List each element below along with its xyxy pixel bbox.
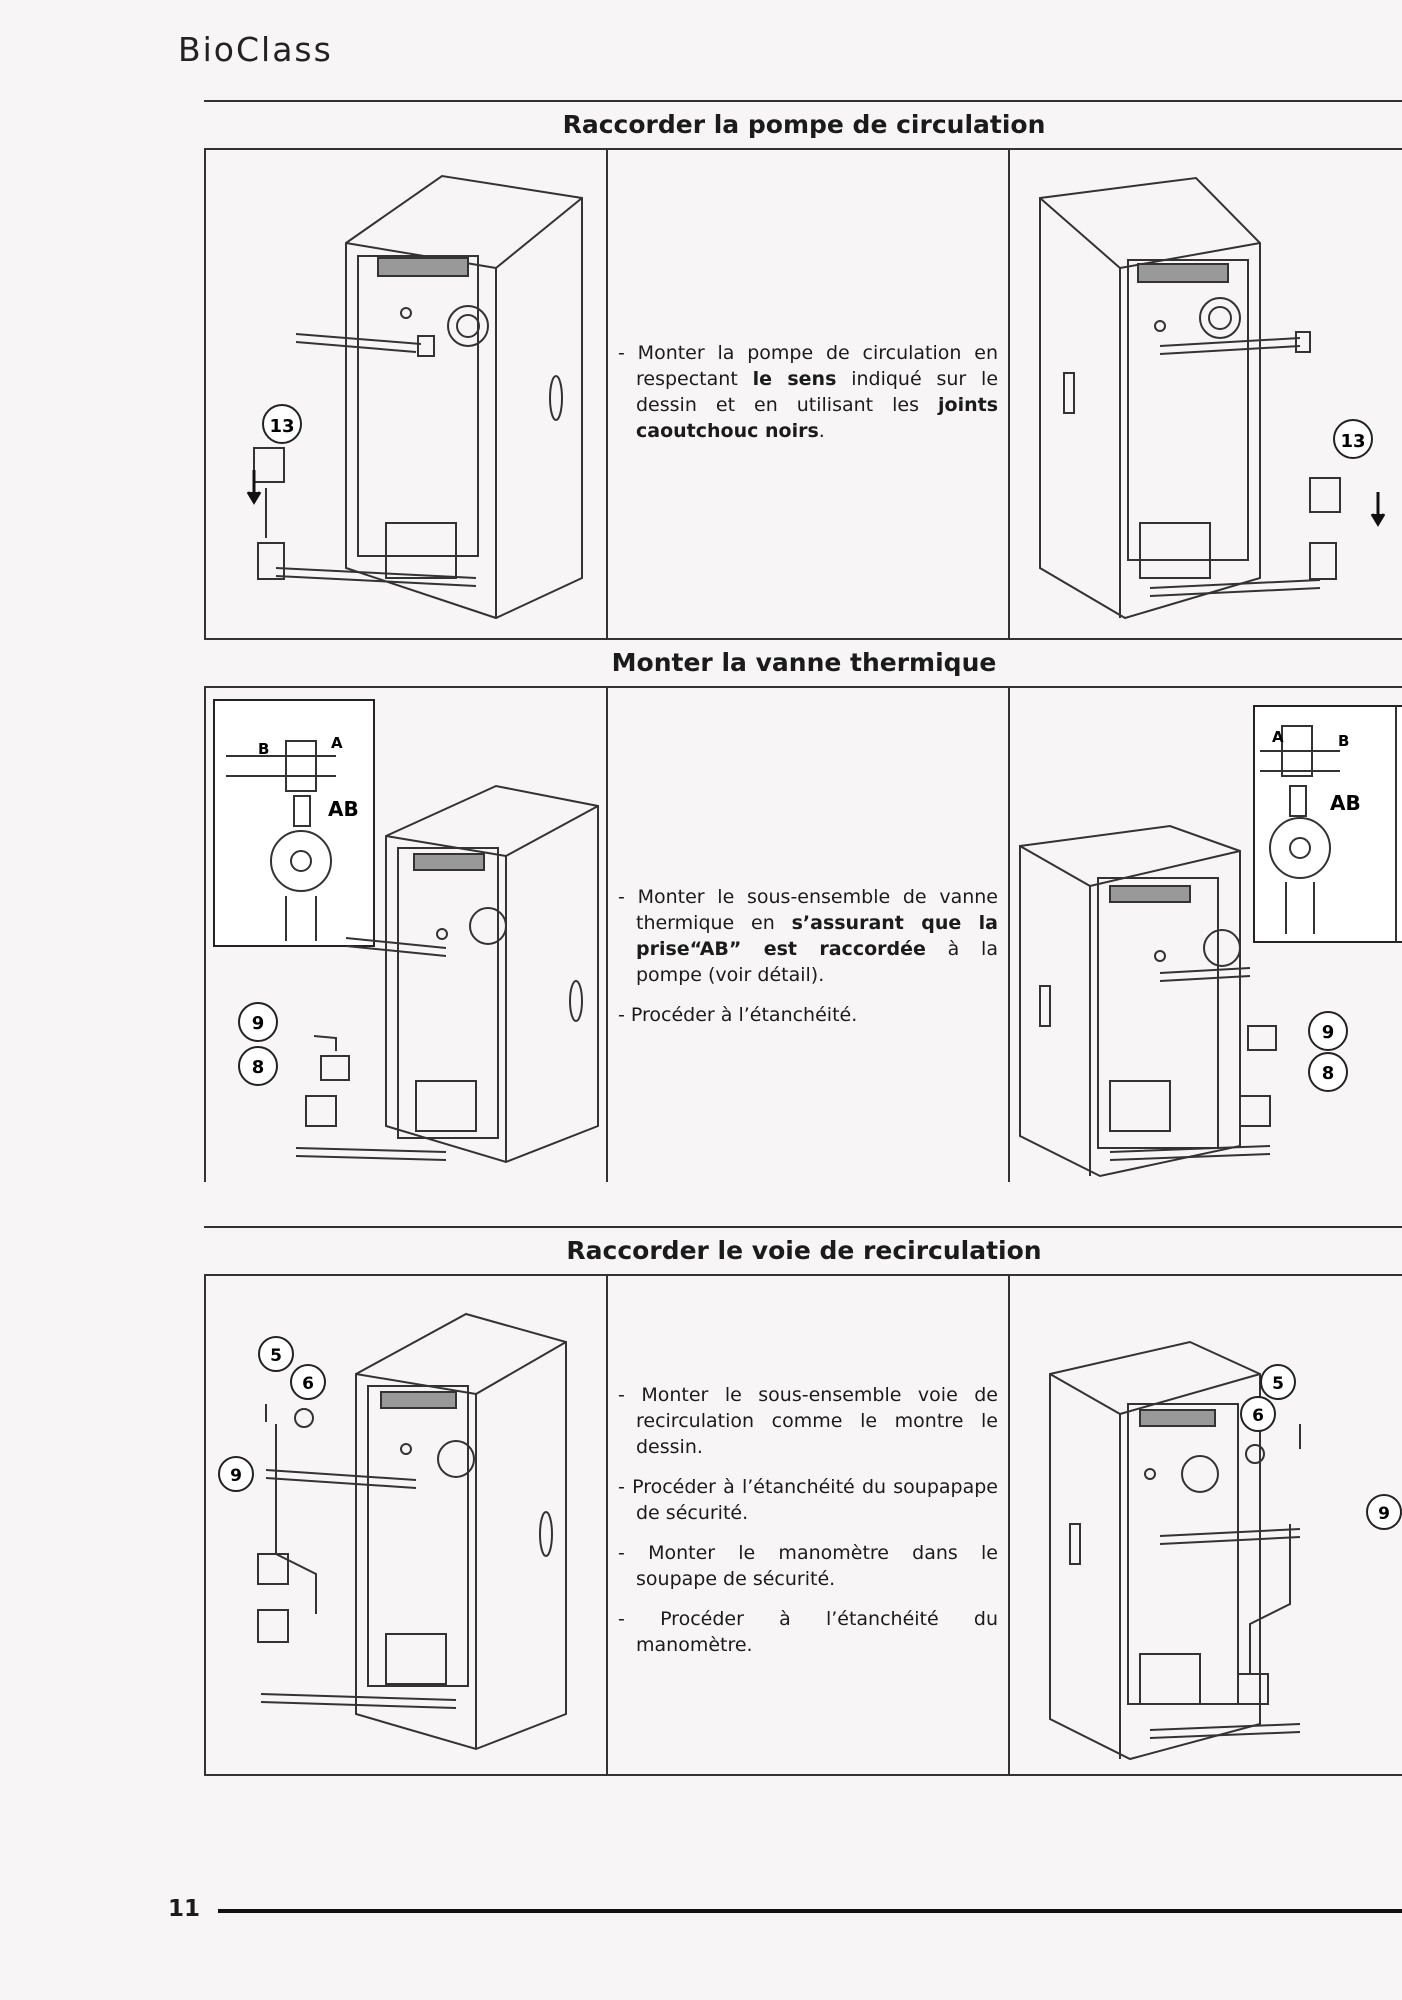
illustration-left-vanne xyxy=(206,686,606,1182)
callout-8-left: 8 xyxy=(251,1057,265,1078)
callout-13-left: 13 xyxy=(269,416,295,437)
step-item: - Procéder à l’étanchéité du manomètre. xyxy=(618,1606,998,1658)
boiler-drawing-right xyxy=(1010,148,1402,638)
callout-6-left: 6 xyxy=(302,1374,314,1394)
detail-label-ab: AB xyxy=(328,797,359,821)
boiler-recirculation-drawing-right xyxy=(1010,1274,1402,1774)
detail-label-b: B xyxy=(258,740,270,758)
brand-title: BioClass xyxy=(178,30,333,69)
text-cell-pompe xyxy=(606,148,1010,638)
page-number: 11 xyxy=(168,1896,201,1922)
section-row-recirculation xyxy=(204,1274,1402,1776)
illustration-right-vanne xyxy=(1010,686,1402,1182)
instruction-table xyxy=(204,100,1402,1775)
section-row-pompe xyxy=(204,148,1402,638)
illustration-right-pompe xyxy=(1010,148,1402,638)
step-item: - Procéder à l’étanchéité du soupapape de sécurité. xyxy=(618,1474,998,1526)
callout-9-right: 9 xyxy=(1378,1504,1390,1524)
detail-label-b: B xyxy=(1338,732,1350,750)
illustration-right-recirculation xyxy=(1010,1274,1402,1774)
callout-13-right: 13 xyxy=(1340,431,1366,452)
illustration-left-pompe xyxy=(206,148,606,638)
callout-9-right: 9 xyxy=(1321,1022,1335,1043)
boiler-valve-drawing-left xyxy=(206,686,606,1182)
illustration-left-recirculation xyxy=(206,1274,606,1774)
section-title-recirculation: Raccorder le voie de recirculation xyxy=(204,1226,1402,1276)
steps-list-vanne xyxy=(618,884,998,1042)
boiler-drawing-left xyxy=(206,148,606,638)
section-title-pompe: Raccorder la pompe de circulation xyxy=(204,100,1402,150)
boiler-valve-drawing-right xyxy=(1010,686,1402,1182)
flow-arrow-icon xyxy=(248,470,260,502)
detail-label-a: A xyxy=(331,734,343,752)
callout-6-right: 6 xyxy=(1252,1406,1264,1426)
callout-9-left: 9 xyxy=(251,1013,265,1034)
section-row-vanne xyxy=(204,686,1402,1182)
step-item: - Monter le sous-ensemble voie de recirculation comme le montre le dessin. xyxy=(618,1382,998,1460)
callout-5-left: 5 xyxy=(270,1346,282,1366)
section-title-vanne: Monter la vanne thermique xyxy=(204,638,1402,688)
detail-label-a: A xyxy=(1272,728,1284,746)
steps-list-recirculation xyxy=(618,1382,998,1672)
callout-9-left: 9 xyxy=(230,1466,242,1486)
text-cell-recirculation xyxy=(606,1274,1010,1774)
detail-label-ab: AB xyxy=(1330,791,1361,815)
step-item: - Monter le manomètre dans le soupape de sécurité. xyxy=(618,1540,998,1592)
callout-8-right: 8 xyxy=(1321,1063,1335,1084)
step-item: - Monter le sous-ensemble de vanne thermique en s’assurant que la prise“AB” est raccordée à la pompe (voir détail). xyxy=(618,884,998,988)
text-cell-vanne xyxy=(606,686,1010,1182)
step-item: - Procéder à l’étanchéité. xyxy=(618,1002,998,1028)
callout-5-right: 5 xyxy=(1272,1374,1284,1394)
steps-list-pompe xyxy=(618,340,998,458)
footer-rule xyxy=(218,1909,1402,1913)
boiler-recirculation-drawing-left xyxy=(206,1274,606,1774)
step-item: - Monter la pompe de circulation en respectant le sens indiqué sur le dessin et en utilisant les joints caoutchouc noirs. xyxy=(618,340,998,444)
flow-arrow-icon xyxy=(1372,492,1384,524)
